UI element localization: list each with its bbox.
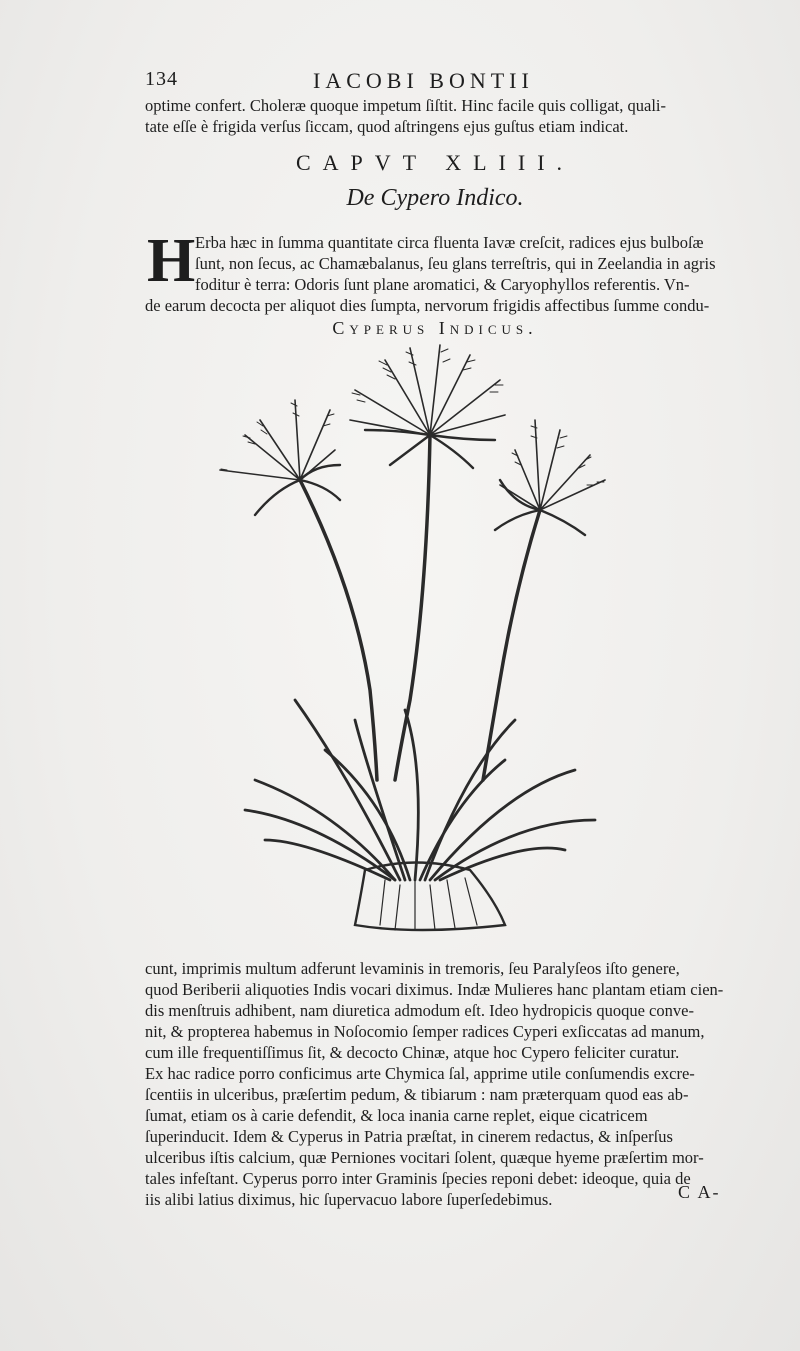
text-line: optime confert. Choleræ quoque impetum ſiſtit. Hinc facile quis colligat, quali- [145,96,667,115]
text-line: Erba hæc in ſumma quantitate circa fluenta Iavæ creſcit, radices ejus bulboſæ [195,233,704,252]
chapter-title: CAPVT XLIII. [295,150,575,175]
text-line: cunt, imprimis multum adferunt levaminis in tremoris, ſeu Paralyſeos iſto genere, [145,959,680,978]
text-line: tales infeſtant. Cyperus porro inter Graminis ſpecies reponi debet: ideoque, quia de [145,1169,691,1188]
first-paragraph [145,227,725,316]
running-head: IACOBI BONTII [313,68,534,93]
text-line: foditur è terra: Odoris ſunt plane aromatici, & Caryophyllos referentis. Vn- [195,275,690,294]
page-number: 134 [145,68,178,90]
text-line: ſumat, etiam os à carie defendit, & loca inania carne replet, eique cicatricem [145,1106,648,1125]
text-line: dis menſtruis adhibent, nam diuretica admodum eſt. Ideo hydropicis quoque conve- [145,1001,694,1020]
figure-caption: Cyperus Indicus. [332,318,538,338]
catchword: C A- [678,1182,721,1202]
text-line: de earum decocta per aliquot dies ſumpta, nervorum frigidis affectibus ſumme condu- [145,296,710,315]
text-line: ſcentiis in ulceribus, præſertim pedum, & tibiarum : nam præterquam quod eas ab- [145,1085,689,1104]
text-line: tate eſſe è frigida verſus ſiccam, quod aſtringens ejus guſtus etiam indicat. [145,117,629,136]
text-line: iis alibi latius diximus, hic ſupervacuo labore ſuperſedebimus. [145,1190,553,1209]
chapter-subtitle: De Cypero Indico. [346,185,524,211]
text-line: ſuperinducit. Idem & Cyperus in Patria præſtat, in cinerem redactus, & inſperſus [145,1127,673,1146]
text-line: ſunt, non ſecus, ac Chamæbalanus, ſeu glans terreſtris, qui in Zeelandia in agris [195,254,716,273]
text-line: Ex hac radice porro conficimus arte Chymica ſal, apprime utile conſumendis excre- [145,1064,695,1083]
intro-paragraph [145,95,725,137]
drop-cap: H [147,227,196,295]
text-line: ulceribus iſtis calcium, quæ Perniones vocitari ſolent, quæque hyeme præſertim mor- [145,1148,704,1167]
second-paragraph [145,958,725,1210]
text-line: cum ille frequentiſſimus ſit, & decocto Chinæ, atque hoc Cypero feliciter curatur. [145,1043,680,1062]
text-line: nit, & propterea habemus in Noſocomio ſemper radices Cyperi exſiccatas ad manum, [145,1022,705,1041]
page-header [145,68,725,98]
text-line: quod Beriberii aliquoties Indis vocari diximus. Indæ Mulieres hanc plantam etiam cien- [145,980,724,999]
cyperus-plant-illustration [215,340,615,935]
